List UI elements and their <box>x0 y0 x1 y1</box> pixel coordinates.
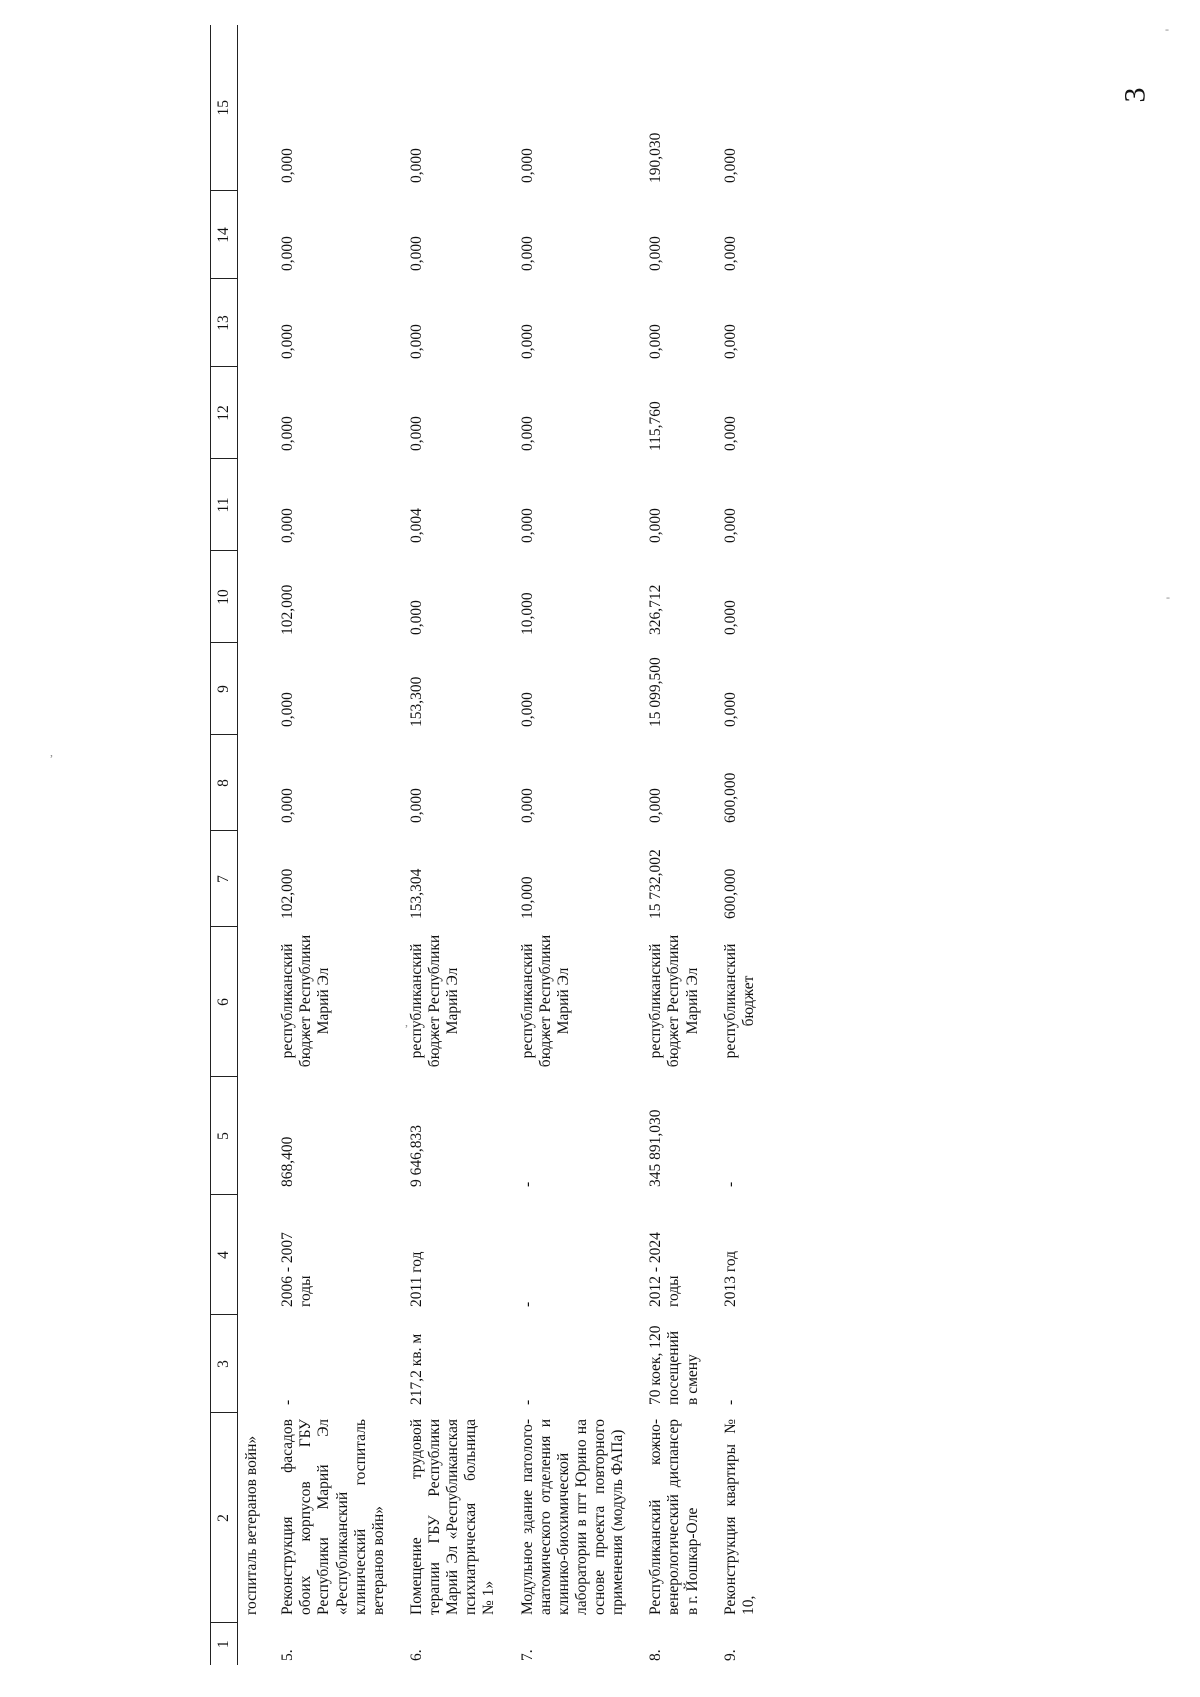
value-col-10 <box>238 551 270 643</box>
scan-speck: , <box>405 1015 408 1029</box>
value-col-13: 0,000 <box>279 324 297 359</box>
table-row <box>398 25 509 1665</box>
funding-source: республиканский бюджет <box>721 943 757 1059</box>
construction-period: 2013 год <box>721 1250 739 1307</box>
row-number <box>238 1623 270 1665</box>
row-number: 7. <box>518 1649 536 1661</box>
value-col-9: 0,000 <box>518 692 536 727</box>
table-row <box>637 25 711 1665</box>
table-row <box>269 25 398 1665</box>
value-col-8: 600,000 <box>721 772 739 823</box>
row-number: 9. <box>721 1649 739 1661</box>
estimated-cost: - <box>721 1181 739 1187</box>
column-number-header: 13 <box>211 279 238 367</box>
capacity: 217,2 кв. м <box>407 1333 425 1405</box>
value-col-11: 0,004 <box>407 508 425 543</box>
value-col-7 <box>238 831 270 927</box>
value-col-15: 0,000 <box>518 148 536 183</box>
column-number-row <box>211 25 238 1665</box>
value-col-11: 0,000 <box>279 508 297 543</box>
table-row <box>509 25 638 1665</box>
value-col-10: 326,712 <box>647 584 665 635</box>
value-col-14 <box>238 191 270 279</box>
capacity: - <box>721 1399 739 1405</box>
estimated-cost: 345 891,030 <box>647 1109 665 1187</box>
value-col-8 <box>238 735 270 831</box>
column-number-header: 2 <box>211 1413 238 1623</box>
value-col-8: 0,000 <box>518 788 536 823</box>
value-col-14: 0,000 <box>279 236 297 271</box>
funding-source: республиканский бюджет Республики Марий Эл <box>518 934 572 1068</box>
construction-period: 2006 - 2007 годы <box>279 1232 315 1307</box>
estimated-cost: - <box>518 1181 536 1187</box>
value-col-9 <box>238 643 270 735</box>
value-col-9: 153,300 <box>407 676 425 727</box>
value-col-15: 0,000 <box>407 148 425 183</box>
value-col-13: 0,000 <box>407 324 425 359</box>
page-number: 3 <box>1118 87 1152 103</box>
value-col-10: 0,000 <box>721 600 739 635</box>
estimated-cost: 9 646,833 <box>407 1125 425 1187</box>
value-col-11 <box>238 459 270 551</box>
construction-period <box>238 1195 270 1315</box>
object-name: госпиталь ветеранов войн» <box>243 1435 260 1615</box>
value-col-13: 0,000 <box>721 324 739 359</box>
row-number: 8. <box>647 1649 665 1661</box>
construction-period: 2012 - 2024 годы <box>647 1232 683 1307</box>
column-number-header: 5 <box>211 1077 238 1195</box>
value-col-11: 0,000 <box>518 508 536 543</box>
row-number: 5. <box>279 1649 297 1661</box>
value-col-13: 0,000 <box>647 324 665 359</box>
column-number-header: 15 <box>211 25 238 191</box>
scan-speck: , <box>50 745 53 759</box>
value-col-9: 0,000 <box>279 692 297 727</box>
funding-source: республиканский бюджет Республики Марий Эл <box>647 934 701 1068</box>
value-col-9: 0,000 <box>721 692 739 727</box>
row-number: 6. <box>407 1649 425 1661</box>
scan-speck: - <box>1166 590 1170 604</box>
value-col-12: 0,000 <box>518 416 536 451</box>
value-col-7: 15 732,002 <box>647 849 665 919</box>
capacity: 70 коек, 120 посещений в смену <box>647 1325 701 1405</box>
value-col-7: 102,000 <box>279 868 297 919</box>
capacity <box>238 1315 270 1413</box>
object-name: Реконструкция фасадов обоих корпусов ГБУ Республики Марий Эл «Республиканский клинический госпиталь ветеранов войн» <box>279 1419 387 1615</box>
construction-period: - <box>518 1301 536 1307</box>
value-col-15: 0,000 <box>721 148 739 183</box>
funding-source: республиканский бюджет Республики Марий Эл <box>407 934 462 1068</box>
value-col-14: 0,000 <box>518 236 536 271</box>
value-col-13 <box>238 279 270 367</box>
value-col-12: 0,000 <box>279 416 297 451</box>
value-col-8: 0,000 <box>407 788 425 823</box>
funding-source <box>238 927 270 1077</box>
value-col-15: 190,030 <box>647 132 665 183</box>
column-number-header: 12 <box>211 367 238 459</box>
capacity: - <box>518 1399 536 1405</box>
column-number-header: 4 <box>211 1195 238 1315</box>
table-row <box>238 25 270 1665</box>
value-col-15: 0,000 <box>279 148 297 183</box>
rotated-table-container <box>210 25 1180 1665</box>
capacity: - <box>279 1399 297 1405</box>
value-col-14: 0,000 <box>647 236 665 271</box>
value-col-12 <box>238 367 270 459</box>
column-number-header: 10 <box>211 551 238 643</box>
value-col-7: 10,000 <box>518 876 536 919</box>
value-col-8: 0,000 <box>647 788 665 823</box>
value-col-11: 0,000 <box>721 508 739 543</box>
estimated-cost: 868,400 <box>279 1136 297 1187</box>
value-col-8: 0,000 <box>279 788 297 823</box>
object-name: Помещение трудовой терапии ГБУ Республики Марий Эл «Республиканская психиатрическая больница № 1» <box>407 1419 498 1615</box>
column-number-header: 9 <box>211 643 238 735</box>
value-col-12: 0,000 <box>721 416 739 451</box>
object-name: Республиканский кожно-венерологический диспансер в г. Йошкар-Оле <box>647 1419 701 1615</box>
value-col-10: 102,000 <box>279 584 297 635</box>
object-name: Реконструкция квартиры № 10, <box>721 1419 757 1615</box>
column-number-header: 7 <box>211 831 238 927</box>
value-col-12: 115,760 <box>647 401 665 451</box>
value-col-14: 0,000 <box>721 236 739 271</box>
value-col-15 <box>238 25 270 191</box>
estimated-cost <box>238 1077 270 1195</box>
column-number-header: 8 <box>211 735 238 831</box>
table-row <box>712 25 768 1665</box>
value-col-14: 0,000 <box>407 236 425 271</box>
value-col-10: 0,000 <box>407 600 425 635</box>
funding-source: республиканский бюджет Республики Марий Эл <box>279 934 333 1068</box>
value-col-7: 600,000 <box>721 868 739 919</box>
construction-period: 2011 год <box>407 1251 425 1307</box>
column-number-header: 3 <box>211 1315 238 1413</box>
column-number-header: 11 <box>211 459 238 551</box>
column-number-header: 1 <box>211 1623 238 1665</box>
scan-speck: - <box>1165 22 1169 36</box>
column-number-header: 6 <box>211 927 238 1077</box>
value-col-10: 10,000 <box>518 592 536 635</box>
table-body <box>238 25 768 1665</box>
value-col-9: 15 099,500 <box>647 657 665 727</box>
column-number-header: 14 <box>211 191 238 279</box>
value-col-11: 0,000 <box>647 508 665 543</box>
value-col-7: 153,304 <box>407 868 425 919</box>
object-name: Модульное здание патолого-анатомического отделения и клинико-биохимической лаборатории в пгт Юрино на основе проекта повторного применения (модуль ФАПа) <box>518 1419 627 1615</box>
value-col-13: 0,000 <box>518 324 536 359</box>
value-col-12: 0,000 <box>407 416 425 451</box>
investment-objects-table <box>210 25 768 1665</box>
